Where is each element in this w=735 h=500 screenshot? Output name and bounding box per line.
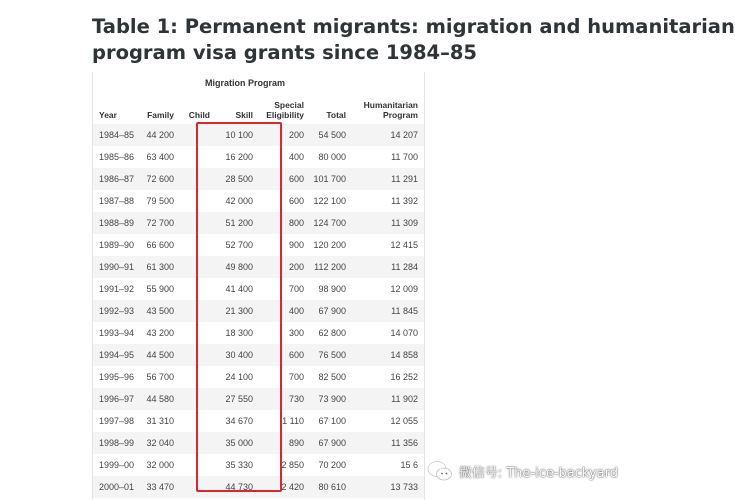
cell-skill: 28 500 bbox=[225, 174, 253, 184]
cell-humanitarian: 13 733 bbox=[390, 482, 418, 492]
cell-year: 1999–00 bbox=[99, 460, 135, 470]
cell-special-eligibility: 400 bbox=[288, 152, 304, 162]
cell-skill: 49 800 bbox=[225, 262, 253, 272]
cell-skill: 21 300 bbox=[225, 306, 253, 316]
cell-special-eligibility: 890 bbox=[288, 438, 304, 448]
cell-year: 1996–97 bbox=[99, 394, 135, 404]
cell-humanitarian: 11 845 bbox=[391, 306, 418, 316]
cell-family: 33 470 bbox=[146, 482, 174, 492]
cell-skill: 18 300 bbox=[225, 328, 253, 338]
cell-humanitarian: 16 252 bbox=[390, 372, 418, 382]
cell-humanitarian: 14 070 bbox=[390, 328, 418, 338]
cell-special-eligibility: 600 bbox=[288, 196, 304, 206]
col-header-special-eligibility bbox=[266, 100, 304, 120]
cell-humanitarian: 14 858 bbox=[390, 350, 418, 360]
cell-humanitarian: 12 009 bbox=[390, 284, 418, 294]
cell-humanitarian: 11 284 bbox=[391, 262, 418, 272]
page-title bbox=[92, 14, 735, 66]
cell-year: 1990–91 bbox=[99, 262, 135, 272]
cell-special-eligibility: 400 bbox=[288, 306, 304, 316]
skill-column-highlight bbox=[196, 122, 282, 492]
cell-special-eligibility: 700 bbox=[288, 372, 304, 382]
cell-skill: 52 700 bbox=[225, 240, 253, 250]
cell-special-eligibility: 900 bbox=[288, 240, 304, 250]
cell-year: 1991–92 bbox=[99, 284, 135, 294]
cell-family: 55 900 bbox=[146, 284, 174, 294]
cell-special-eligibility: 200 bbox=[288, 130, 304, 140]
cell-year: 1995–96 bbox=[99, 372, 135, 382]
cell-family: 72 600 bbox=[146, 174, 174, 184]
cell-special-eligibility: 730 bbox=[288, 394, 304, 404]
cell-year: 1989–90 bbox=[99, 240, 135, 250]
cell-year: 1998–99 bbox=[99, 438, 135, 448]
cell-family: 56 700 bbox=[146, 372, 174, 382]
cell-year: 2000–01 bbox=[99, 482, 135, 492]
cell-skill: 10 100 bbox=[225, 130, 253, 140]
cell-total: 67 900 bbox=[318, 438, 346, 448]
col-header-special-line2: Eligibility bbox=[266, 110, 304, 120]
cell-family: 31 310 bbox=[146, 416, 174, 426]
cell-total: 70 200 bbox=[318, 460, 346, 470]
cell-special-eligibility: 600 bbox=[288, 174, 304, 184]
cell-skill: 27 550 bbox=[225, 394, 253, 404]
cell-total: 124 700 bbox=[313, 218, 346, 228]
cell-humanitarian: 11 356 bbox=[391, 438, 418, 448]
cell-total: 76 500 bbox=[318, 350, 346, 360]
cell-special-eligibility: 300 bbox=[288, 328, 304, 338]
cell-humanitarian: 11 291 bbox=[391, 174, 418, 184]
cell-family: 43 200 bbox=[146, 328, 174, 338]
watermark bbox=[427, 459, 618, 483]
cell-total: 62 800 bbox=[318, 328, 346, 338]
col-header-family: Family bbox=[147, 110, 174, 120]
cell-skill: 34 670 bbox=[225, 416, 253, 426]
group-header-label: Migration Program bbox=[205, 78, 286, 88]
title-line-1: Table 1: Permanent migrants: migration and humanitarian bbox=[92, 15, 735, 38]
cell-total: 112 200 bbox=[314, 262, 346, 272]
col-header-humanitarian-program bbox=[364, 100, 418, 120]
cell-family: 63 400 bbox=[146, 152, 174, 162]
cell-special-eligibility: 1 110 bbox=[282, 416, 304, 426]
wechat-icon bbox=[427, 460, 453, 482]
cell-family: 44 200 bbox=[146, 130, 174, 140]
cell-family: 44 500 bbox=[146, 350, 174, 360]
cell-year: 1986–87 bbox=[99, 174, 135, 184]
cell-family: 43 500 bbox=[146, 306, 174, 316]
cell-skill: 41 400 bbox=[225, 284, 253, 294]
cell-total: 82 500 bbox=[318, 372, 346, 382]
cell-total: 120 200 bbox=[313, 240, 346, 250]
cell-family: 61 300 bbox=[146, 262, 174, 272]
cell-skill: 42 000 bbox=[225, 196, 253, 206]
cell-humanitarian: 15 6 bbox=[400, 460, 418, 470]
cell-year: 1997–98 bbox=[99, 416, 135, 426]
col-header-special-line1: Special bbox=[274, 100, 304, 110]
col-header-total: Total bbox=[326, 110, 346, 120]
col-header-skill: Skill bbox=[235, 110, 253, 120]
cell-humanitarian: 11 700 bbox=[391, 152, 418, 162]
title-line-2: program visa grants since 1984–85 bbox=[92, 41, 478, 64]
cell-humanitarian: 12 055 bbox=[390, 416, 418, 426]
cell-skill: 35 000 bbox=[225, 438, 253, 448]
cell-skill: 35 330 bbox=[225, 460, 253, 470]
cell-special-eligibility: 700 bbox=[288, 284, 304, 294]
cell-special-eligibility: 2 420 bbox=[281, 482, 304, 492]
cell-year: 1987–88 bbox=[99, 196, 135, 206]
cell-skill: 44 730 bbox=[225, 482, 253, 492]
cell-total: 67 900 bbox=[318, 306, 346, 316]
cell-humanitarian: 11 392 bbox=[391, 196, 418, 206]
cell-total: 101 700 bbox=[313, 174, 346, 184]
cell-total: 80 610 bbox=[318, 482, 346, 492]
cell-year: 1993–94 bbox=[99, 328, 135, 338]
cell-total: 98 900 bbox=[318, 284, 346, 294]
cell-family: 66 600 bbox=[146, 240, 174, 250]
cell-total: 54 500 bbox=[318, 130, 346, 140]
col-header-year: Year bbox=[99, 110, 117, 120]
cell-total: 80 000 bbox=[318, 152, 346, 162]
col-header-child: Child bbox=[188, 110, 210, 120]
cell-special-eligibility: 800 bbox=[288, 218, 304, 228]
cell-year: 1988–89 bbox=[99, 218, 135, 228]
cell-humanitarian: 11 902 bbox=[391, 394, 418, 404]
cell-total: 73 900 bbox=[318, 394, 346, 404]
cell-total: 67 100 bbox=[318, 416, 346, 426]
cell-year: 1984–85 bbox=[99, 130, 135, 140]
cell-year: 1994–95 bbox=[99, 350, 135, 360]
cell-humanitarian: 12 415 bbox=[390, 240, 418, 250]
cell-special-eligibility: 2 850 bbox=[281, 460, 304, 470]
cell-year: 1992–93 bbox=[99, 306, 135, 316]
cell-skill: 51 200 bbox=[225, 218, 253, 228]
cell-special-eligibility: 600 bbox=[288, 350, 304, 360]
cell-year: 1985–86 bbox=[99, 152, 135, 162]
cell-special-eligibility: 200 bbox=[288, 262, 304, 272]
cell-family: 72 700 bbox=[146, 218, 174, 228]
cell-humanitarian: 14 207 bbox=[390, 130, 418, 140]
col-header-humanitarian-line1: Humanitarian bbox=[363, 100, 418, 110]
cell-skill: 16 200 bbox=[225, 152, 253, 162]
cell-total: 122 100 bbox=[313, 196, 346, 206]
cell-humanitarian: 11 309 bbox=[391, 218, 418, 228]
cell-family: 44 580 bbox=[146, 394, 174, 404]
col-header-humanitarian-line2: Program bbox=[383, 110, 418, 120]
cell-family: 32 000 bbox=[146, 460, 174, 470]
group-header bbox=[93, 72, 424, 94]
cell-skill: 24 100 bbox=[225, 372, 253, 382]
cell-family: 32 040 bbox=[146, 438, 174, 448]
cell-family: 79 500 bbox=[146, 196, 174, 206]
cell-skill: 30 400 bbox=[225, 350, 253, 360]
watermark-text: 微信号: The-ice-backyard bbox=[458, 465, 618, 481]
column-headers bbox=[93, 94, 424, 124]
